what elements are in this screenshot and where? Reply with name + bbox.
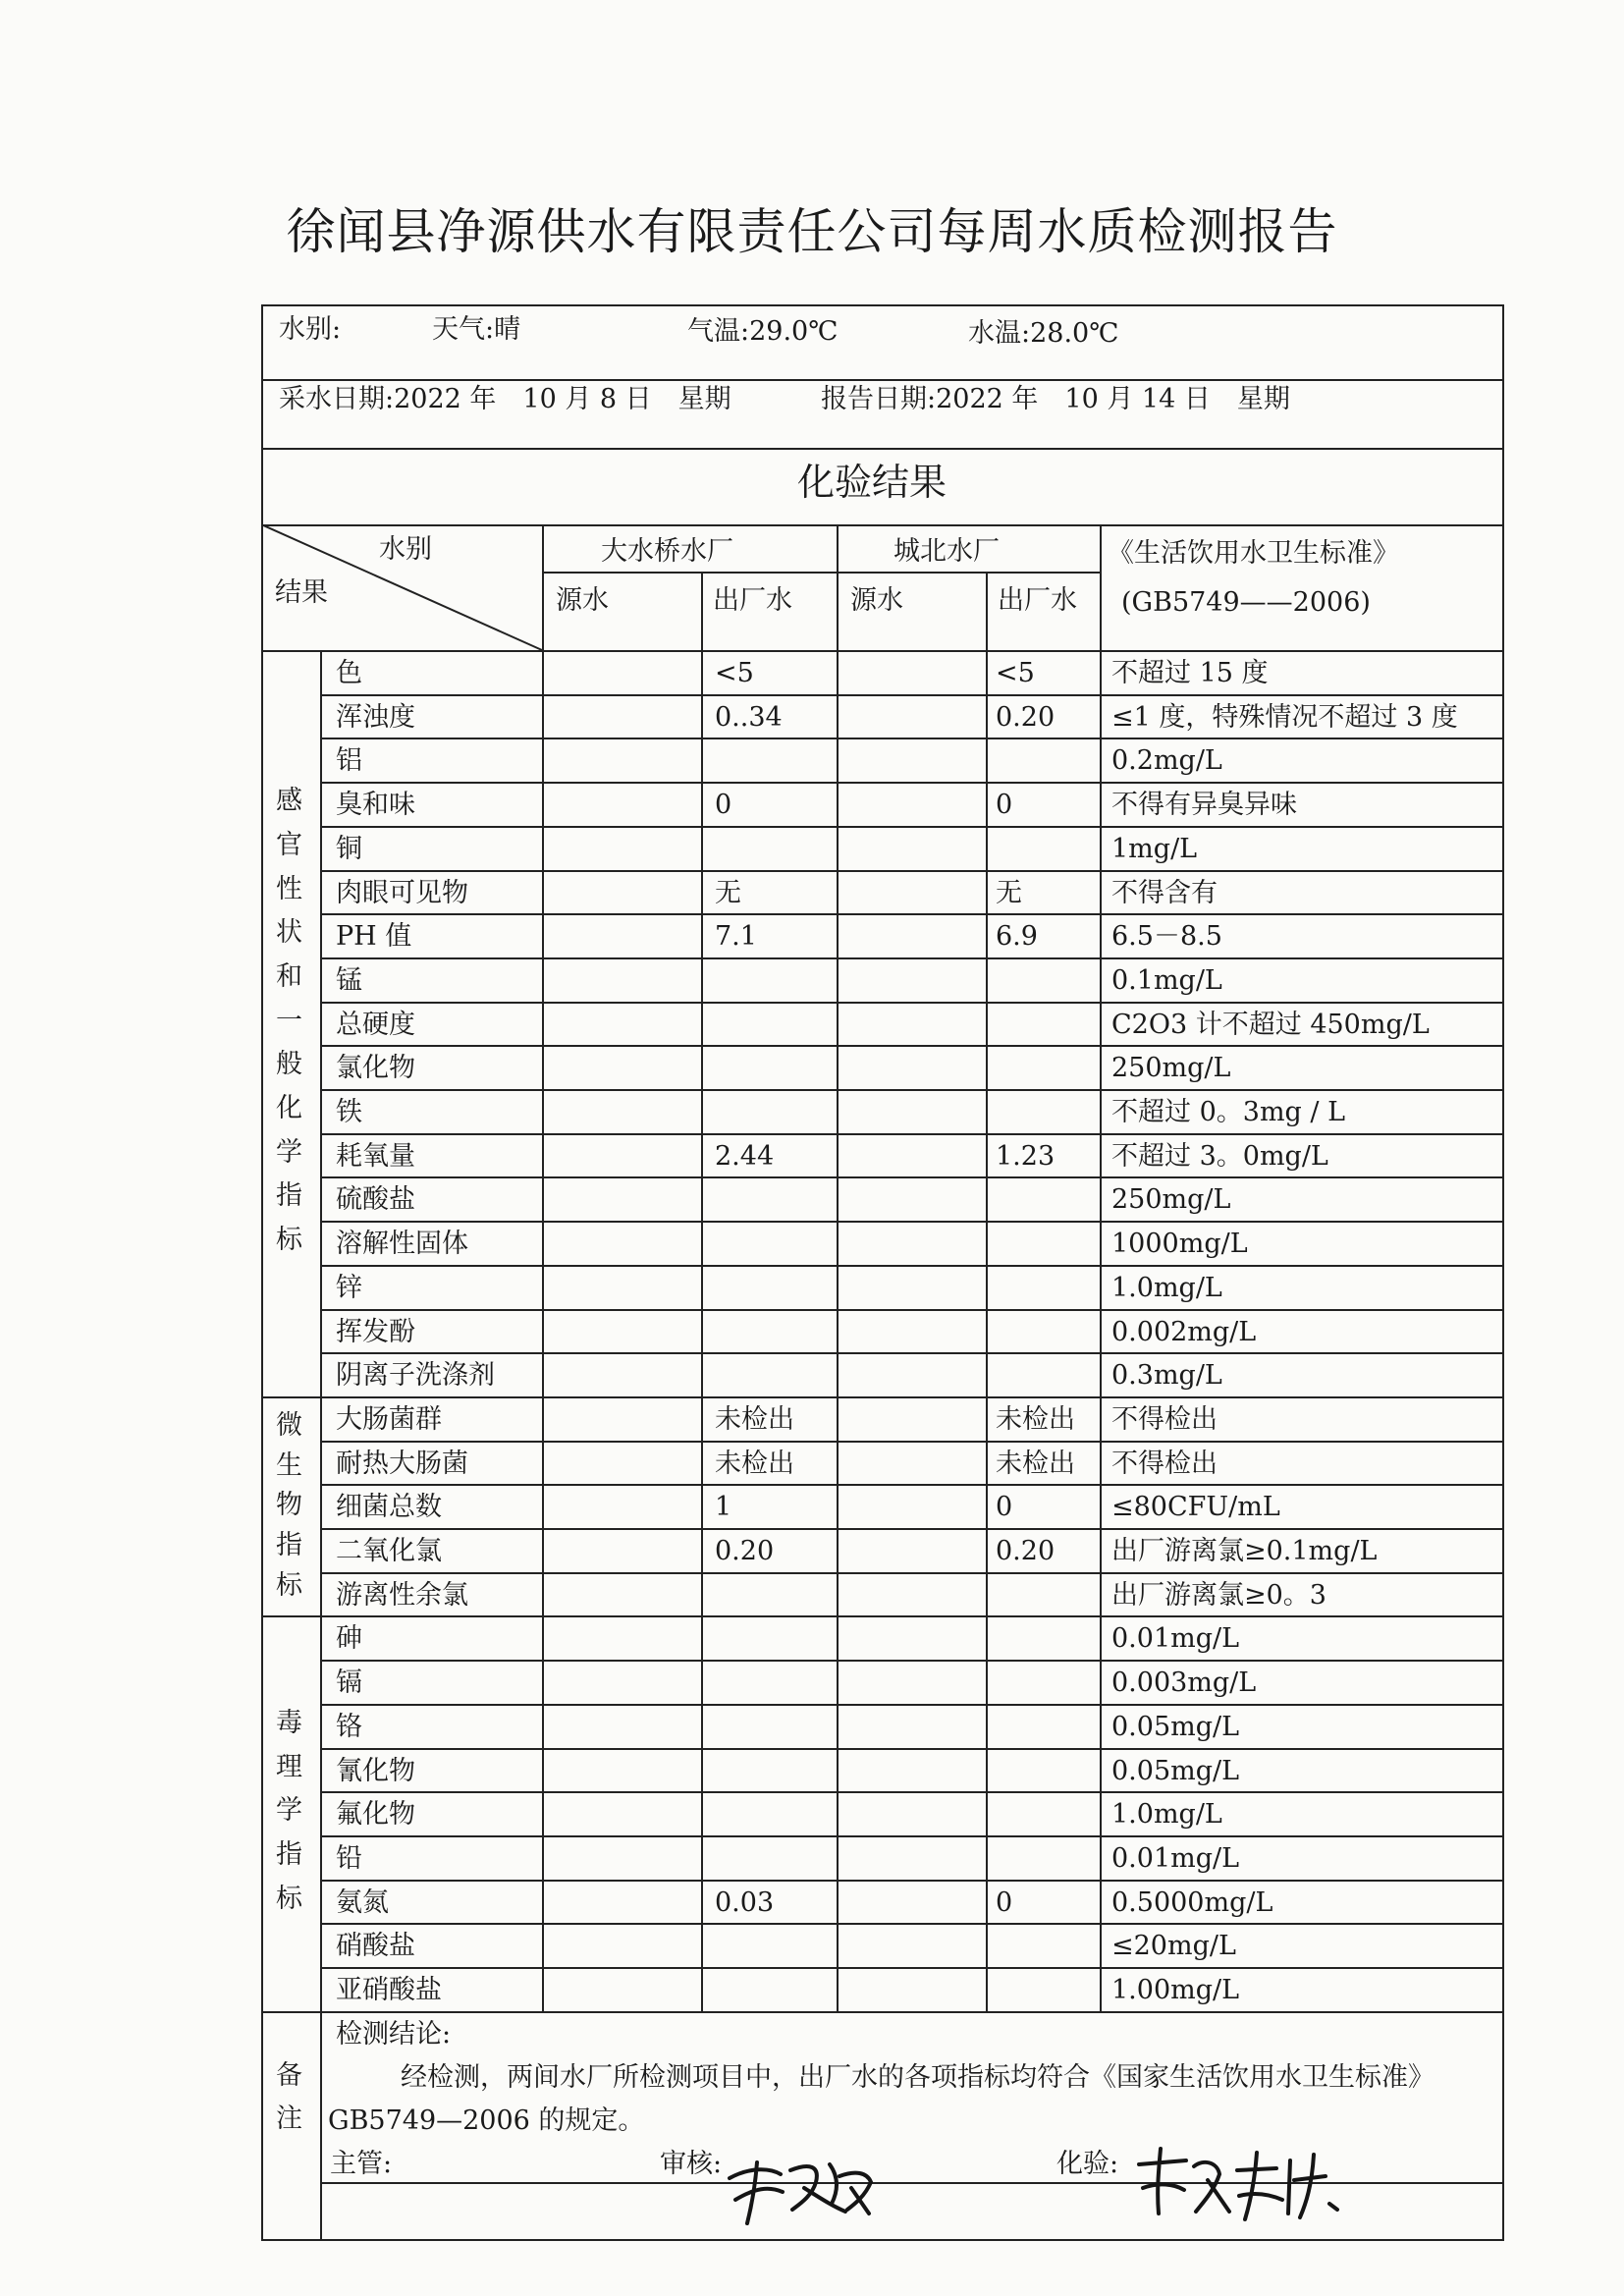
row-item-name: 氨氮 bbox=[336, 1886, 389, 1918]
row-standard-value: 不得有异臭异味 bbox=[1111, 790, 1297, 821]
row-item-name: 铝 bbox=[336, 745, 362, 777]
tester-signature bbox=[1129, 2141, 1355, 2229]
row-standard-value: ≤20mg/L bbox=[1111, 1931, 1236, 1962]
row-standard-value: 0.01mg/L bbox=[1111, 1623, 1240, 1655]
category-char: 指 bbox=[276, 1180, 302, 1212]
row-plant1-output: 1 bbox=[715, 1492, 732, 1523]
row-standard-value: 不超过 15 度 bbox=[1111, 658, 1269, 688]
header-plant2: 城北水厂 bbox=[893, 536, 1000, 567]
table-row-line bbox=[320, 1704, 1504, 1706]
category-char: 化 bbox=[276, 1093, 302, 1123]
table-row-line bbox=[320, 957, 1504, 959]
row-standard-value: 1.0mg/L bbox=[1111, 1799, 1222, 1831]
table-row-line bbox=[320, 1176, 1504, 1178]
header-corner-bottom: 结果 bbox=[275, 577, 328, 608]
water-type-label: 水别: bbox=[279, 314, 342, 345]
table-row-line bbox=[320, 1528, 1504, 1530]
info-divider bbox=[261, 379, 1504, 381]
header-corner-top: 水别 bbox=[379, 534, 432, 565]
col-divider bbox=[1100, 524, 1102, 2011]
row-item-name: 阴离子洗涤剂 bbox=[336, 1360, 495, 1392]
row-plant2-output: 0 bbox=[996, 1886, 1013, 1918]
row-plant1-output: 0..34 bbox=[715, 701, 783, 733]
table-row-line bbox=[320, 1967, 1504, 1969]
row-plant2-output: 0.20 bbox=[996, 701, 1056, 733]
header-plant2-source: 源水 bbox=[850, 585, 903, 616]
header-plant2-output: 出厂水 bbox=[998, 585, 1077, 616]
row-standard-value: 0.5000mg/L bbox=[1111, 1886, 1273, 1918]
report-title: 徐闻县净源供水有限责任公司每周水质检测报告 bbox=[286, 203, 1338, 260]
row-plant1-output: 0 bbox=[715, 790, 732, 821]
sample-date-field: 采水日期:2022 年 10 月 8 日 星期 bbox=[279, 384, 731, 414]
row-plant1-output: 7.1 bbox=[715, 921, 757, 953]
remarks-category-char: 注 bbox=[276, 2104, 302, 2134]
category-char: 学 bbox=[276, 1136, 302, 1168]
category-char: 感 bbox=[276, 786, 302, 817]
category-char: 标 bbox=[276, 1225, 302, 1256]
row-standard-value: 250mg/L bbox=[1111, 1053, 1231, 1084]
category-char: 微 bbox=[276, 1409, 302, 1441]
header-divider bbox=[542, 572, 1100, 574]
category-char: 理 bbox=[276, 1751, 302, 1782]
category-char: 标 bbox=[276, 1569, 302, 1601]
table-row-line bbox=[320, 1045, 1504, 1047]
category-char: 般 bbox=[276, 1049, 302, 1080]
remarks-category-char: 备 bbox=[276, 2060, 302, 2091]
row-standard-value: 250mg/L bbox=[1111, 1184, 1231, 1216]
weather-field: 天气:晴 bbox=[432, 314, 521, 345]
category-divider bbox=[320, 650, 322, 2241]
reviewer-label: 审核: bbox=[660, 2148, 723, 2179]
row-standard-value: 0.01mg/L bbox=[1111, 1842, 1240, 1874]
row-standard-value: 出厂游离氯≥0。3 bbox=[1111, 1579, 1326, 1611]
air-temp-field: 气温:29.0℃ bbox=[687, 316, 839, 347]
table-row-line bbox=[320, 1572, 1504, 1574]
category-char: 指 bbox=[276, 1530, 302, 1560]
report-date-field: 报告日期:2022 年 10 月 14 日 星期 bbox=[821, 384, 1290, 414]
table-row-line bbox=[320, 1133, 1504, 1135]
conclusion-label: 检测结论: bbox=[336, 2018, 452, 2050]
table-row-line bbox=[320, 738, 1504, 739]
row-item-name: 氟化物 bbox=[336, 1799, 415, 1831]
row-plant2-output: 0.20 bbox=[996, 1536, 1056, 1566]
row-standard-value: 1.0mg/L bbox=[1111, 1272, 1222, 1303]
table-row-line bbox=[320, 1265, 1504, 1267]
row-item-name: 亚硝酸盐 bbox=[336, 1975, 442, 2005]
category-divider-line bbox=[261, 1615, 320, 1617]
category-char: 学 bbox=[276, 1795, 302, 1827]
row-standard-value: 不超过 0。3mg / L bbox=[1111, 1097, 1346, 1127]
row-standard-value: 不超过 3。0mg/L bbox=[1111, 1140, 1328, 1172]
row-plant1-output: 0.20 bbox=[715, 1536, 775, 1566]
row-standard-value: 不得含有 bbox=[1111, 877, 1218, 908]
table-row-line bbox=[320, 1660, 1504, 1662]
table-row-line bbox=[320, 2011, 1504, 2013]
row-plant2-output: 1.23 bbox=[996, 1140, 1056, 1172]
row-item-name: 铁 bbox=[336, 1097, 362, 1127]
row-item-name: 溶解性固体 bbox=[336, 1229, 468, 1260]
table-row-line bbox=[320, 1923, 1504, 1925]
row-standard-value: 0.2mg/L bbox=[1111, 745, 1222, 777]
row-standard-value: 不得检出 bbox=[1111, 1403, 1218, 1435]
row-plant2-output: 6.9 bbox=[996, 921, 1038, 953]
row-standard-value: C2O3 计不超过 450mg/L bbox=[1111, 1009, 1430, 1040]
header-plant1-source: 源水 bbox=[556, 585, 609, 616]
row-item-name: PH 值 bbox=[336, 921, 412, 953]
row-item-name: 挥发酚 bbox=[336, 1316, 415, 1347]
row-item-name: 浑浊度 bbox=[336, 701, 415, 733]
category-char: 标 bbox=[276, 1883, 302, 1914]
row-plant1-output: 0.03 bbox=[715, 1886, 775, 1918]
row-item-name: 铅 bbox=[336, 1842, 362, 1874]
row-standard-value: 0.002mg/L bbox=[1111, 1316, 1257, 1347]
water-temp-field: 水温:28.0℃ bbox=[968, 318, 1119, 349]
category-char: 指 bbox=[276, 1838, 302, 1870]
category-char: 性 bbox=[276, 873, 302, 904]
row-plant1-output: <5 bbox=[715, 658, 754, 688]
tester-label: 化验: bbox=[1056, 2148, 1119, 2179]
table-row-line bbox=[320, 826, 1504, 828]
table-row-line bbox=[320, 1748, 1504, 1750]
table-row-line bbox=[320, 694, 1504, 696]
row-standard-value: 0.05mg/L bbox=[1111, 1755, 1240, 1786]
row-item-name: 砷 bbox=[336, 1623, 362, 1655]
col-divider bbox=[542, 524, 544, 2011]
category-char: 生 bbox=[276, 1449, 302, 1481]
category-char: 状 bbox=[276, 917, 302, 949]
table-row-line bbox=[320, 1309, 1504, 1311]
row-standard-value: 0.05mg/L bbox=[1111, 1711, 1240, 1742]
row-item-name: 细菌总数 bbox=[336, 1492, 442, 1523]
row-plant2-output: 0 bbox=[996, 1492, 1013, 1523]
row-item-name: 耐热大肠菌 bbox=[336, 1448, 468, 1479]
header-plant1: 大水桥水厂 bbox=[601, 536, 733, 567]
row-standard-value: 出厂游离氯≥0.1mg/L bbox=[1111, 1536, 1378, 1566]
category-char: 官 bbox=[276, 829, 302, 860]
row-plant2-output: <5 bbox=[996, 658, 1035, 688]
category-char: 物 bbox=[276, 1490, 302, 1521]
row-item-name: 硝酸盐 bbox=[336, 1931, 415, 1962]
row-standard-value: ≤80CFU/mL bbox=[1111, 1492, 1280, 1523]
row-item-name: 硫酸盐 bbox=[336, 1184, 415, 1216]
row-plant1-output: 无 bbox=[715, 877, 741, 908]
reviewer-signature bbox=[722, 2149, 879, 2227]
table-row-line bbox=[320, 1835, 1504, 1837]
row-item-name: 铜 bbox=[336, 833, 362, 864]
header-standard-code: (GB5749——2006) bbox=[1121, 587, 1371, 618]
category-char: 一 bbox=[276, 1005, 302, 1036]
category-divider-line bbox=[261, 2011, 320, 2013]
category-char: 和 bbox=[276, 960, 302, 992]
row-plant1-output: 未检出 bbox=[715, 1403, 794, 1435]
header-standard-name: 《生活饮用水卫生标准》 bbox=[1108, 538, 1399, 569]
row-standard-value: 0.3mg/L bbox=[1111, 1360, 1222, 1392]
table-row-line bbox=[320, 1002, 1504, 1004]
table-row-line bbox=[320, 1352, 1504, 1354]
row-standard-value: ≤1 度，特殊情况不超过 3 度 bbox=[1111, 701, 1458, 733]
row-item-name: 二氧化氯 bbox=[336, 1536, 442, 1566]
row-standard-value: 不得检出 bbox=[1111, 1448, 1218, 1479]
row-plant2-output: 0 bbox=[996, 790, 1013, 821]
col-divider bbox=[701, 572, 703, 2011]
table-row-line bbox=[320, 1396, 1504, 1398]
row-item-name: 锌 bbox=[336, 1272, 362, 1303]
section-title: 化验结果 bbox=[797, 461, 947, 504]
category-char: 毒 bbox=[276, 1707, 302, 1738]
conclusion-line1: 经检测，两间水厂所检测项目中，出厂水的各项指标均符合《国家生活饮用水卫生标准》 bbox=[401, 2061, 1435, 2093]
row-standard-value: 0.1mg/L bbox=[1111, 964, 1222, 996]
row-standard-value: 1.00mg/L bbox=[1111, 1975, 1240, 2005]
table-row-line bbox=[320, 1880, 1504, 1882]
row-item-name: 大肠菌群 bbox=[336, 1403, 442, 1435]
row-standard-value: 1000mg/L bbox=[1111, 1229, 1248, 1260]
row-plant2-output: 无 bbox=[996, 877, 1022, 908]
row-standard-value: 1mg/L bbox=[1111, 833, 1198, 864]
table-row-line bbox=[320, 913, 1504, 915]
col-divider bbox=[837, 524, 839, 2011]
supervisor-label: 主管: bbox=[330, 2148, 393, 2179]
conclusion-line2: GB5749—2006 的规定。 bbox=[328, 2105, 645, 2136]
row-item-name: 肉眼可见物 bbox=[336, 877, 468, 908]
row-item-name: 臭和味 bbox=[336, 790, 415, 821]
row-item-name: 游离性余氯 bbox=[336, 1579, 468, 1611]
category-divider-line bbox=[261, 1396, 320, 1398]
row-plant2-output: 未检出 bbox=[996, 1403, 1075, 1435]
row-item-name: 总硬度 bbox=[336, 1009, 415, 1040]
row-plant1-output: 2.44 bbox=[715, 1140, 775, 1172]
row-standard-value: 6.5－8.5 bbox=[1111, 921, 1222, 953]
table-row-line bbox=[320, 1615, 1504, 1617]
table-row-line bbox=[320, 1791, 1504, 1793]
row-item-name: 镉 bbox=[336, 1667, 362, 1699]
row-item-name: 色 bbox=[336, 658, 362, 688]
col-divider bbox=[986, 572, 988, 2011]
table-row-line bbox=[320, 870, 1504, 872]
table-row-line bbox=[320, 782, 1504, 784]
table-row-line bbox=[320, 1221, 1504, 1223]
info-divider bbox=[261, 448, 1504, 450]
table-row-line bbox=[320, 1441, 1504, 1443]
row-plant2-output: 未检出 bbox=[996, 1448, 1075, 1479]
row-item-name: 锰 bbox=[336, 964, 362, 996]
row-item-name: 氰化物 bbox=[336, 1755, 415, 1786]
header-plant1-output: 出厂水 bbox=[713, 585, 792, 616]
table-row-line bbox=[320, 1089, 1504, 1091]
row-standard-value: 0.003mg/L bbox=[1111, 1667, 1257, 1699]
row-item-name: 铬 bbox=[336, 1711, 362, 1742]
row-item-name: 耗氧量 bbox=[336, 1140, 415, 1172]
row-item-name: 氯化物 bbox=[336, 1053, 415, 1084]
table-row-line bbox=[320, 1484, 1504, 1486]
row-plant1-output: 未检出 bbox=[715, 1448, 794, 1479]
